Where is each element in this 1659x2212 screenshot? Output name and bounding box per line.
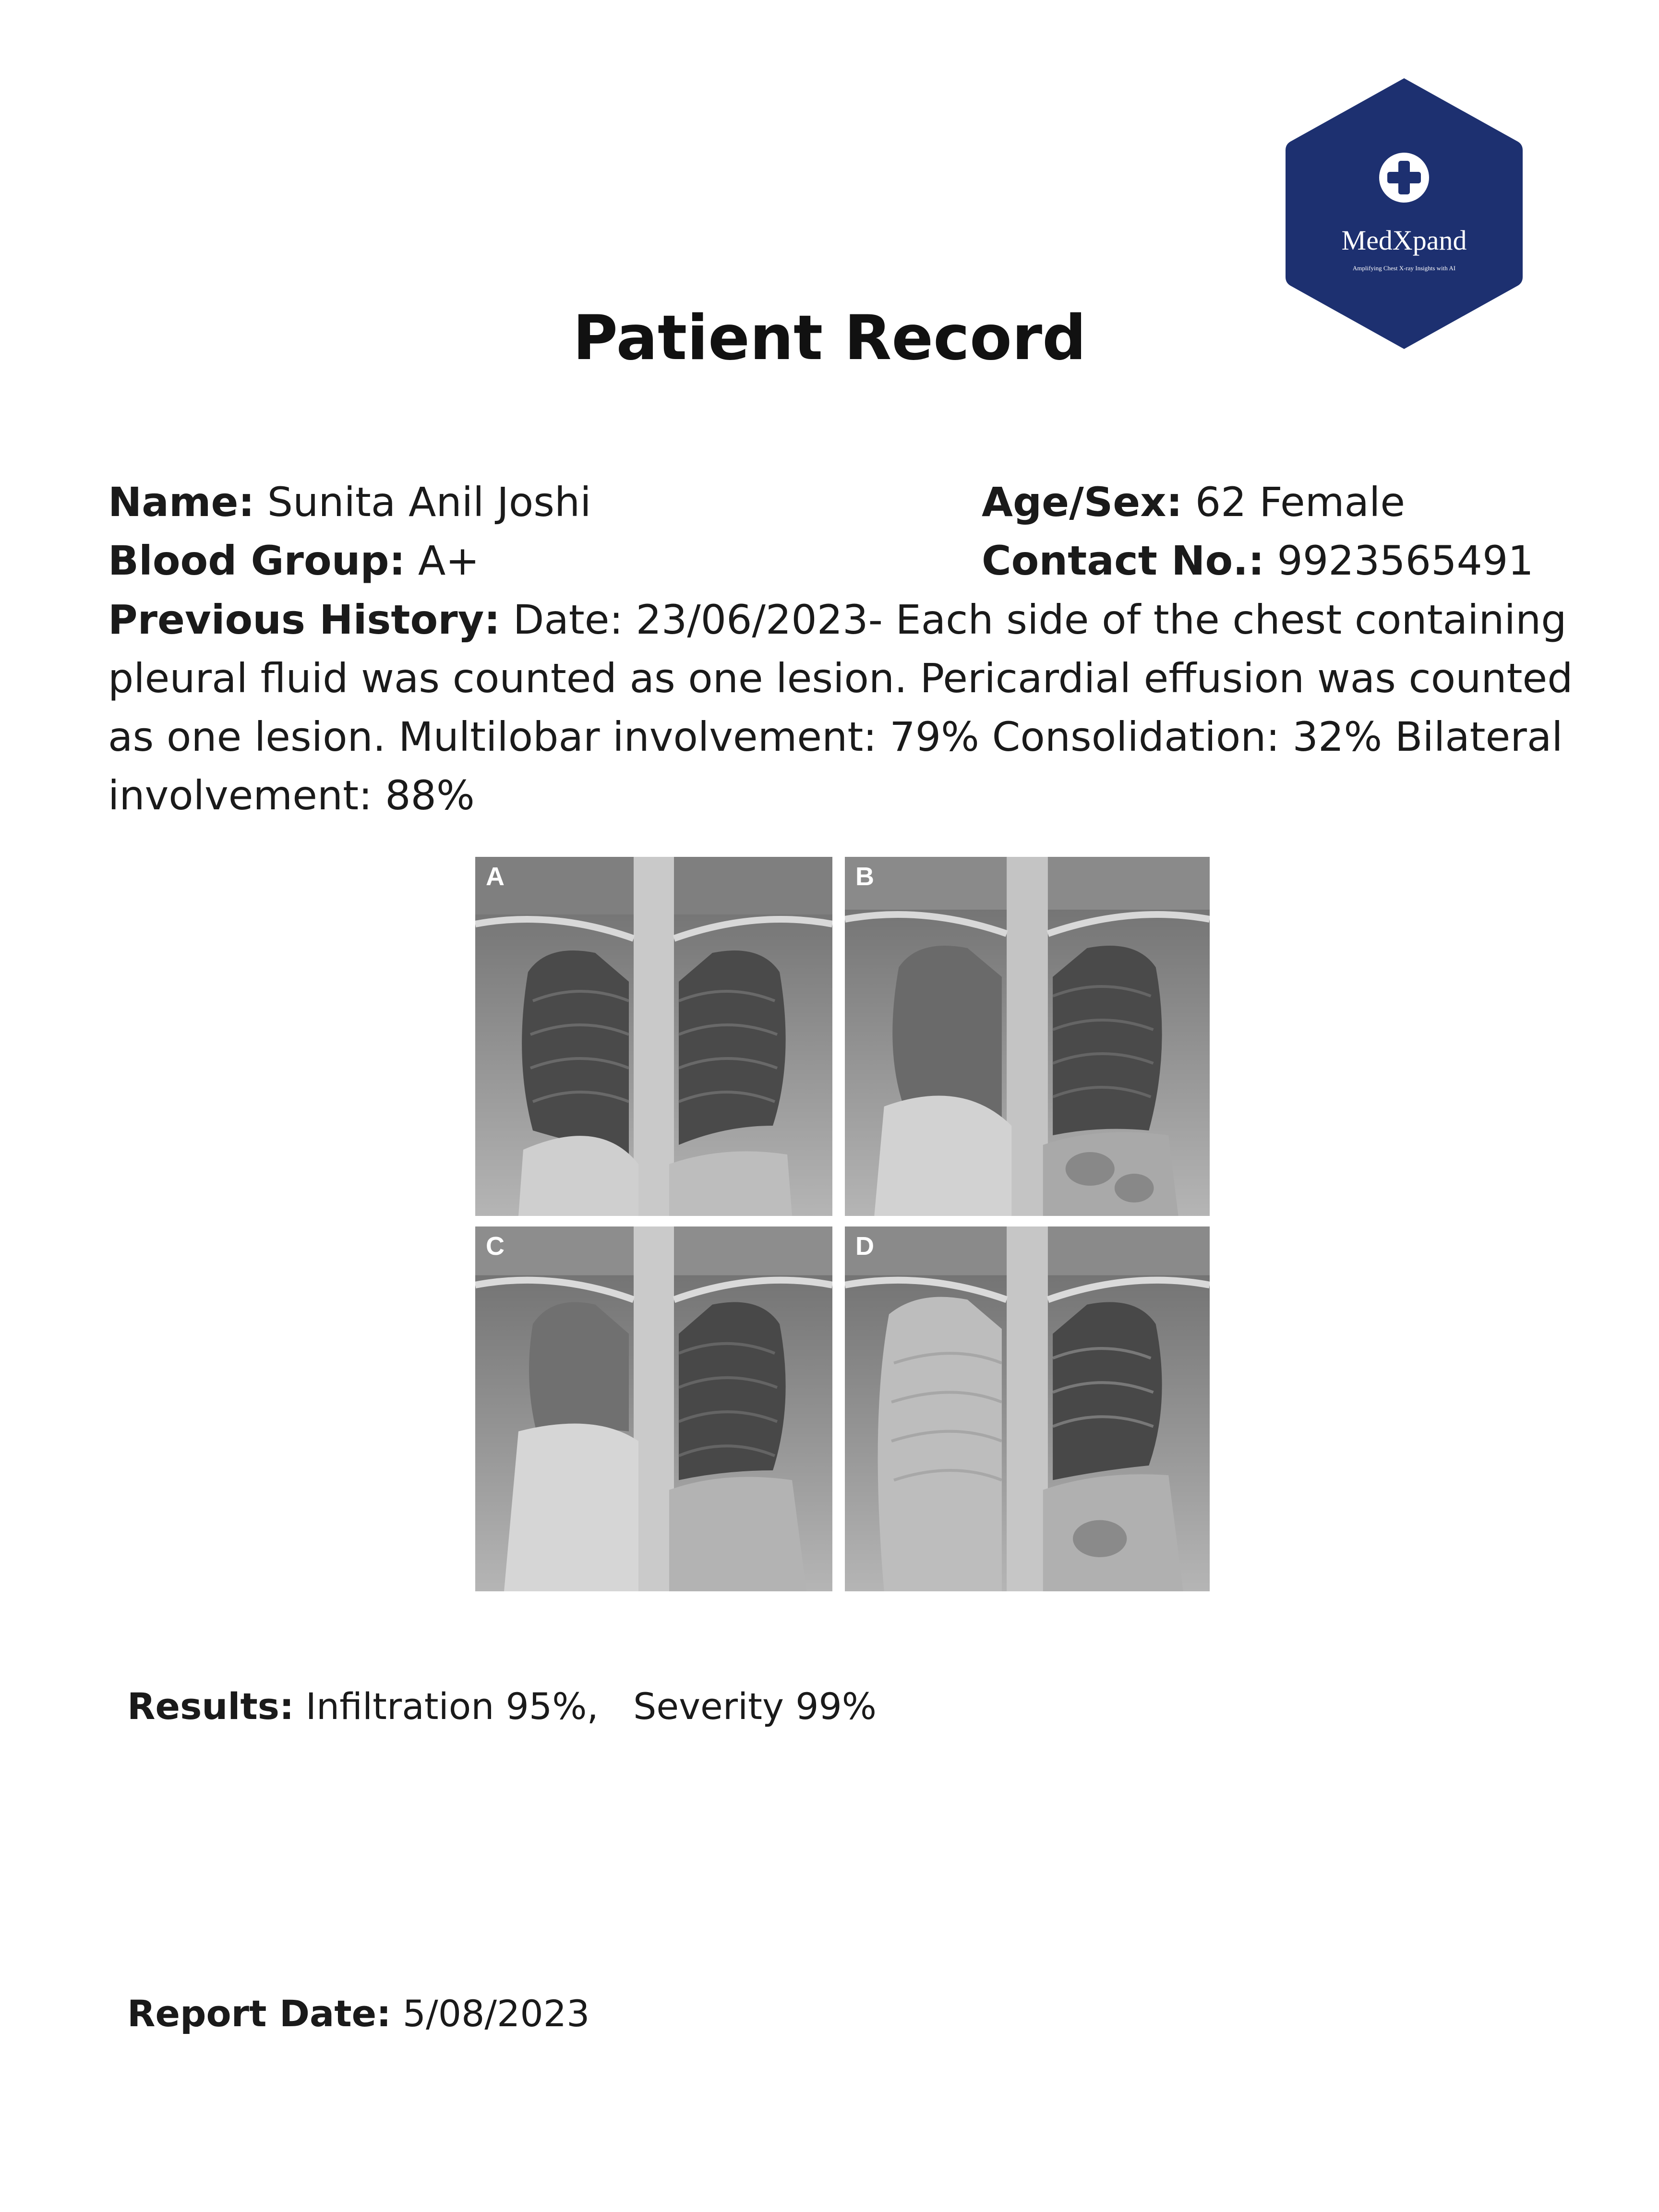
age-sex-row — [982, 473, 1405, 531]
report-date-value: 5/08/2023 — [402, 1992, 590, 2035]
xray-label-a: A — [486, 862, 505, 891]
xray-label-d: D — [855, 1232, 874, 1261]
logo-brand: MedXpand — [1341, 225, 1467, 256]
report-date — [127, 1992, 589, 2035]
results — [127, 1685, 877, 1728]
results-label: Results: — [127, 1685, 294, 1728]
page-title: Patient Record — [573, 302, 1086, 374]
chest-xray-grid — [475, 857, 1210, 1591]
blood-group-label: Blood Group: — [108, 537, 406, 584]
xray-panel-d — [845, 1226, 1210, 1591]
report-date-label: Report Date: — [127, 1992, 391, 2035]
logo-tagline: Amplifying Chest X-ray Insights with AI — [1352, 264, 1456, 272]
results-text: Infiltration 95%, Severity 99% — [305, 1685, 877, 1728]
xray-panel-c — [475, 1226, 832, 1591]
history-text: Date: 23/06/2023- Each side of the chest containing pleural fluid was counted as one lesion. Pericardial effusion was counted as one lesion. Multilobar involvement: 79% Consolidation: 32% Bilateral involvement: 88% — [108, 596, 1573, 819]
previous-history — [108, 590, 1587, 825]
history-label: Previous History: — [108, 596, 500, 643]
contact-label: Contact No.: — [982, 537, 1264, 584]
blood-group-row — [108, 531, 480, 590]
name-label: Name: — [108, 479, 255, 526]
xray-panel-b — [845, 857, 1210, 1216]
patient-blood-group: A+ — [418, 537, 480, 584]
patient-name: Sunita Anil Joshi — [267, 479, 591, 526]
xray-label-c: C — [486, 1232, 505, 1261]
xray-panel-a — [475, 857, 832, 1216]
patient-contact: 9923565491 — [1277, 537, 1534, 584]
medical-cross-icon — [1379, 153, 1429, 203]
patient-age-sex: 62 Female — [1195, 479, 1406, 526]
age-sex-label: Age/Sex: — [982, 479, 1183, 526]
patient-name-row — [108, 473, 591, 531]
contact-row — [982, 531, 1534, 590]
xray-label-b: B — [855, 862, 874, 891]
